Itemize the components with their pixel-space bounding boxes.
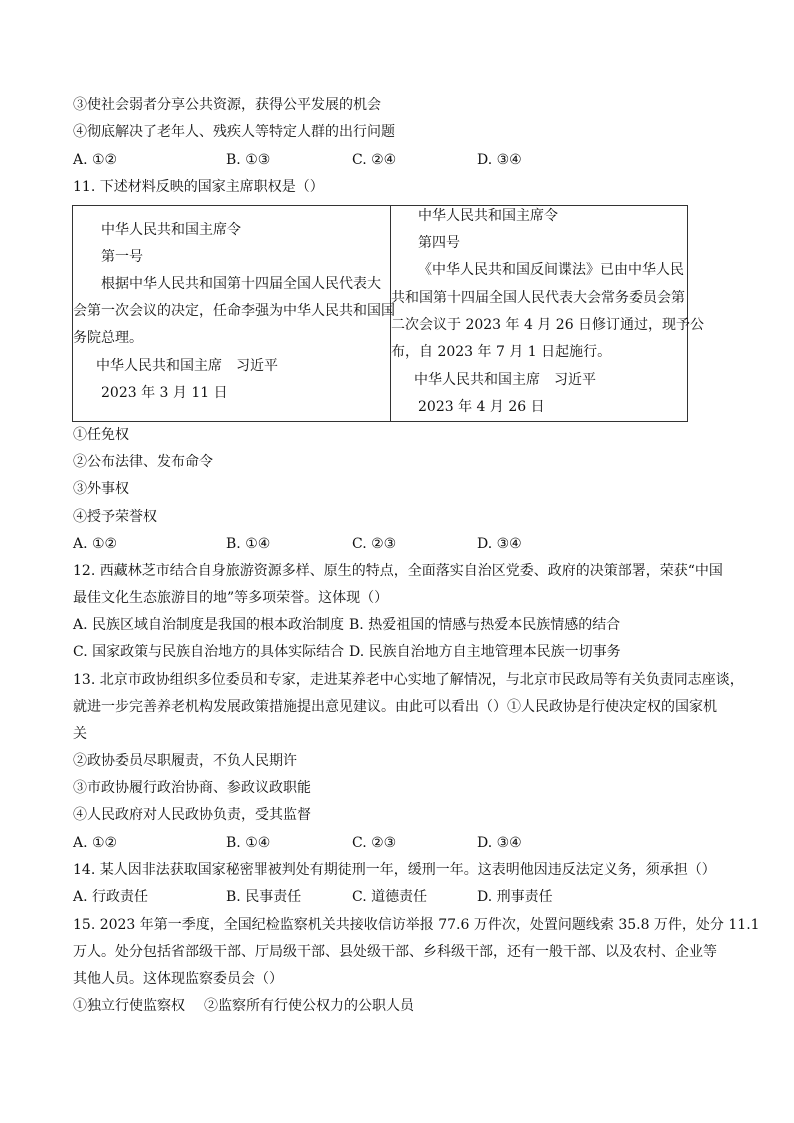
q14-stem: 14. 某人因非法获取国家秘密罪被判处有期徒刑一年，缓刑一年。这表明他因违反法定义务，须承担（） (73, 862, 716, 878)
q14-option-c: C. 道德责任 (352, 889, 428, 905)
q10-item-4: ④彻底解决了老年人、残疾人等特定人群的出行问题 (73, 124, 395, 140)
q11-item-3: ③外事权 (73, 481, 129, 497)
q13-item-4: ④人民政府对人民政协负责，受其监督 (73, 807, 311, 823)
q15-item-2: ②监察所有行使公权力的公职人员 (204, 998, 414, 1014)
q14-option-a: A. 行政责任 (73, 889, 149, 905)
q12-option-b: B. 热爱祖国的情感与热爱本民族情感的结合 (349, 617, 621, 633)
q13-options (73, 834, 713, 852)
q11-option-b: B. ①④ (226, 536, 271, 552)
q11-material-table (72, 205, 705, 422)
q13-option-d: D. ③④ (477, 835, 522, 851)
q11-item-2: ②公布法律、发布命令 (73, 454, 213, 470)
q10-option-b: B. ①③ (226, 152, 271, 168)
decree-text: 《中华人民共和国反间谍法》已由中华人民 (418, 262, 684, 278)
q12-option-a: A. 民族区域自治制度是我国的根本政治制度 (73, 617, 345, 633)
q13-stem-cont: 就进一步完善养老机构发展政策措施提出意见建议。由此可以看出（）①人民政协是行使决定权的国家机 (73, 699, 717, 715)
decree-text: 根据中华人民共和国第十四届全国人民代表大 (101, 276, 381, 292)
decree-title: 中华人民共和国主席令 (101, 222, 241, 238)
q13-option-a: A. ①② (73, 835, 118, 851)
q15-item-1: ①独立行使监察权 (73, 998, 185, 1014)
decree-number: 第一号 (101, 249, 143, 265)
q14-options (73, 888, 713, 906)
decree-text: 共和国第十四届全国人民代表大会常务委员会第 (391, 290, 685, 306)
q14-option-d: D. 刑事责任 (477, 889, 553, 905)
q13-stem: 13. 北京市政协组织多位委员和专家，走进某养老中心实地了解情况，与北京市民政局等有关负责同志座谈， (73, 672, 744, 688)
q12-options-row-2 (73, 643, 713, 661)
q15-items-row (73, 997, 713, 1015)
q11-item-1: ①任免权 (73, 427, 129, 443)
decree-signature: 中华人民共和国主席 习近平 (96, 358, 278, 374)
q12-option-d: D. 民族自治地方自主地管理本民族一切事务 (349, 644, 621, 660)
decree-text: 布，自 2023 年 7 月 1 日起施行。 (391, 344, 612, 360)
q10-item-3: ③使社会弱者分享公共资源，获得公平发展的机会 (73, 97, 381, 113)
q11-left-cell (73, 206, 395, 421)
q10-options (73, 151, 713, 169)
decree-text: 务院总理。 (73, 330, 143, 346)
decree-signature: 中华人民共和国主席 习近平 (414, 372, 596, 388)
q11-option-c: C. ②③ (352, 536, 397, 552)
decree-date: 2023 年 4 月 26 日 (418, 399, 545, 415)
q13-option-b: B. ①④ (226, 835, 271, 851)
q12-option-c: C. 国家政策与民族自治地方的具体实际结合 (73, 644, 345, 660)
q10-option-d: D. ③④ (477, 152, 522, 168)
q10-option-c: C. ②④ (352, 152, 397, 168)
q10-option-a: A. ①② (73, 152, 118, 168)
q15-stem-cont: 万人。处分包括省部级干部、厅局级干部、县处级干部、乡科级干部，还有一般干部、以及农村、企业等 (73, 944, 717, 960)
decree-number: 第四号 (418, 235, 460, 251)
q12-stem: 12. 西藏林芝市结合自身旅游资源多样、原生的特点，全面落实自治区党委、政府的决策部署，荣获“中国 (73, 563, 723, 579)
q11-option-a: A. ①② (73, 536, 118, 552)
q11-item-4: ④授予荣誉权 (73, 509, 157, 525)
decree-text: 二次会议于 2023 年 4 月 26 日修订通过，现予公 (391, 317, 705, 333)
decree-title: 中华人民共和国主席令 (418, 208, 558, 224)
q13-item-3: ③市政协履行政治协商、参政议政职能 (73, 780, 311, 796)
q13-item-2: ②政协委员尽职履责，不负人民期许 (73, 753, 297, 769)
q15-stem-cont: 其他人员。这体现监察委员会（） (73, 971, 283, 987)
q14-option-b: B. 民事责任 (226, 889, 302, 905)
q12-options-row-1 (73, 616, 713, 634)
q15-stem: 15. 2023 年第一季度，全国纪检监察机关共接收信访举报 77.6 万件次，处置问题线索 35.8 万件，处分 11.1 (73, 917, 760, 933)
q13-stem-cont: 关 (73, 726, 87, 742)
q11-right-cell (391, 206, 705, 421)
q12-stem-cont: 最佳文化生态旅游目的地”等多项荣誉。这体现（） (73, 590, 389, 606)
q11-stem: 11. 下述材料反映的国家主席职权是（） (73, 179, 324, 195)
q11-option-d: D. ③④ (477, 536, 522, 552)
q11-options (73, 535, 713, 553)
q13-option-c: C. ②③ (352, 835, 397, 851)
decree-text: 会第一次会议的决定，任命李强为中华人民共和国国 (73, 303, 395, 319)
decree-date: 2023 年 3 月 11 日 (101, 385, 228, 401)
